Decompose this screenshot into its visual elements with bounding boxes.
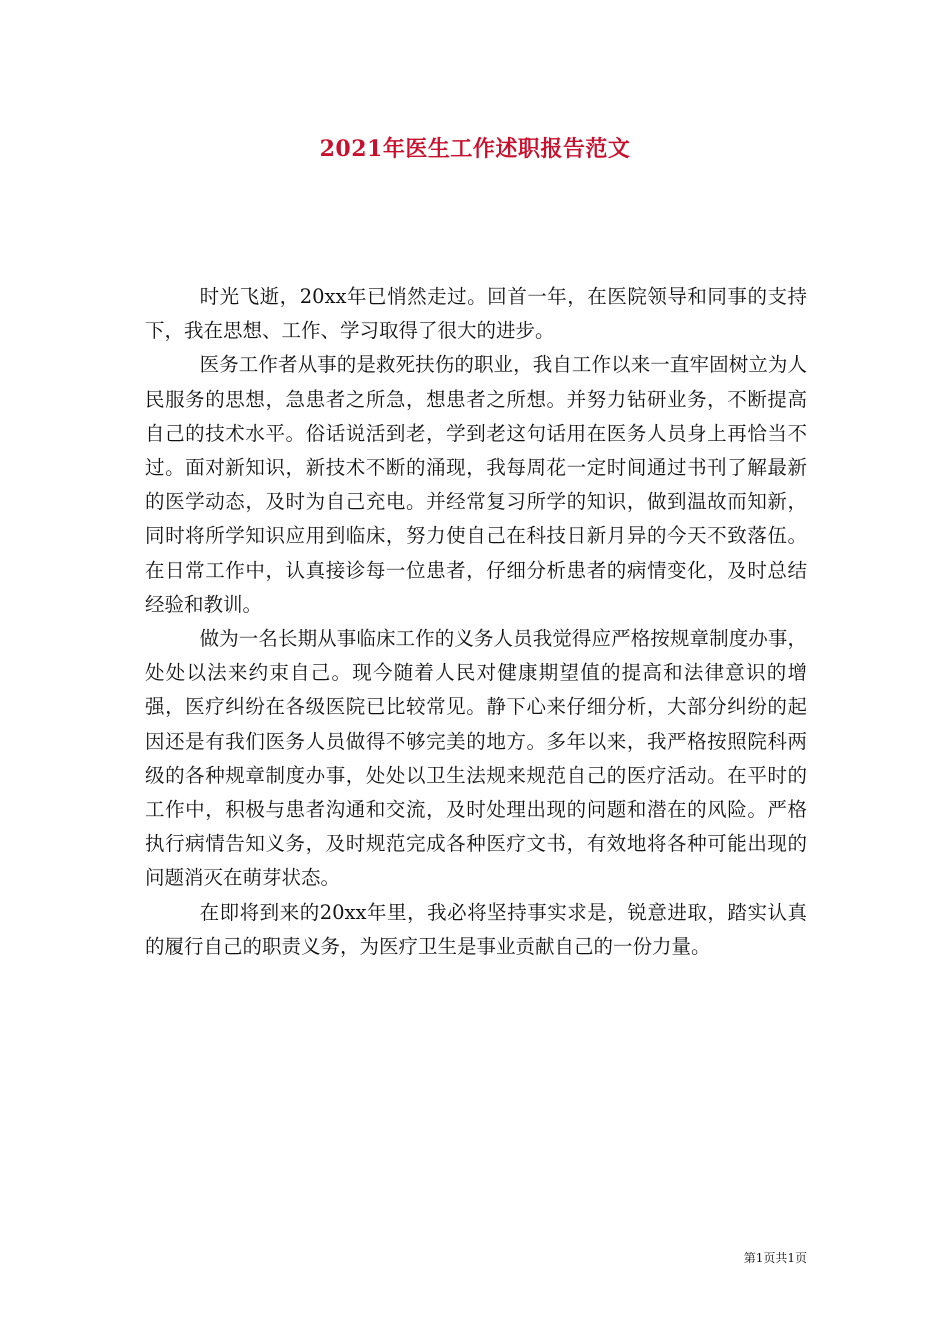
paragraph-1: 时光飞逝，20xx年已悄然走过。回首一年，在医院领导和同事的支持下，我在思想、工作、学习取得了很大的进步。: [145, 285, 807, 343]
document-body: [145, 280, 807, 964]
paragraph-3: 做为一名长期从事临床工作的义务人员我觉得应严格按规章制度办事，处处以法来约束自己。现今随着人民对健康期望值的提高和法律意识的增强，医疗纠纷在各级医院已比较常见。静下心来仔细分析，大部分纠纷的起因还是有我们医务人员做得不够完美的地方。多年以来，我严格按照院科两级的各种规章制度办事，处处以卫生法规来规范自己的医疗活动。在平时的工作中，积极与患者沟通和交流，及时处理出现的问题和潜在的风险。严格执行病情告知义务，及时规范完成各种医疗文书，有效地将各种可能出现的问题消灭在萌芽状态。: [145, 627, 807, 890]
document-title: 2021年医生工作述职报告范文: [319, 136, 631, 162]
page-footer: 第1页共1页: [743, 1251, 807, 1265]
paragraph-4: 在即将到来的20xx年里，我必将坚持事实求是，锐意进取，踏实认真的履行自己的职责义务，为医疗卫生是事业贡献自己的一份力量。: [145, 900, 807, 958]
paragraph-2: 医务工作者从事的是救死扶伤的职业，我自工作以来一直牢固树立为人民服务的思想，急患者之所急，想患者之所想。并努力钻研业务，不断提高自己的技术水平。俗话说活到老，学到老这句话用在医务人员身上再恰当不过。面对新知识，新技术不断的涌现，我每周花一定时间通过书刊了解最新的医学动态，及时为自己充电。并经常复习所学的知识，做到温故而知新，同时将所学知识应用到临床，努力使自己在科技日新月异的今天不致落伍。在日常工作中，认真接诊每一位患者，仔细分析患者的病情变化，及时总结经验和教训。: [145, 353, 807, 616]
